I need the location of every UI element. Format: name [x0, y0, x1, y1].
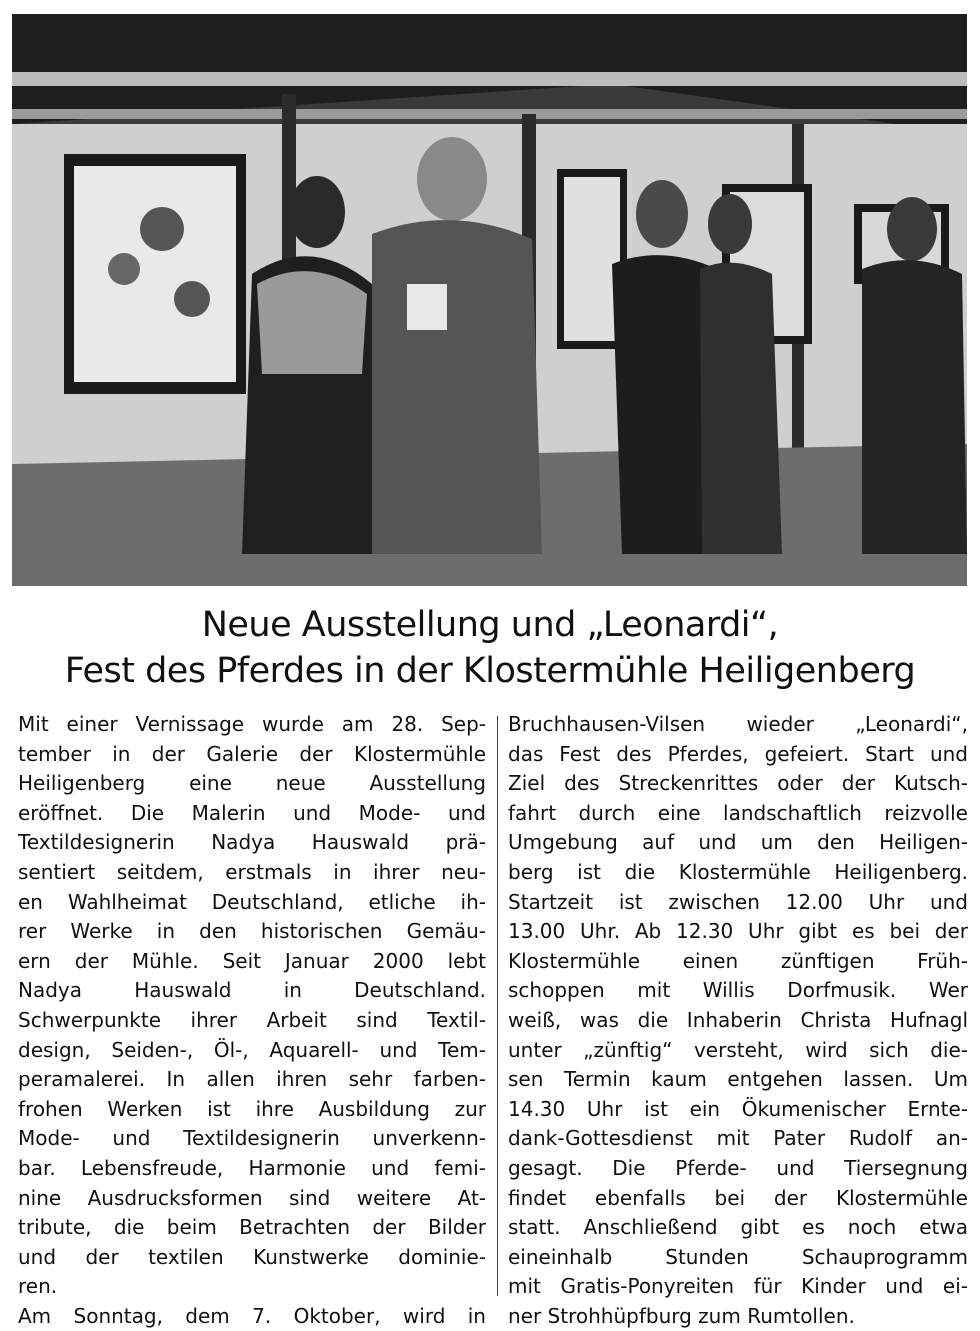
text-line: statt. Anschließend gibt es noch etwa — [508, 1215, 968, 1240]
text-line: ren. — [18, 1274, 58, 1299]
text-line: Klostermühle einen zünftigen Früh- — [508, 948, 968, 973]
text-line: Textildesignerin Nadya Hauswald prä- — [18, 830, 486, 855]
text-line: schoppen mit Willis Dorfmusik. Wer — [508, 978, 968, 1003]
text-line: sen Termin kaum entgehen lassen. Um — [508, 1067, 968, 1092]
text-line: rer Werke in den historischen Gemäu- — [18, 919, 486, 944]
text-line: Heiligenberg eine neue Ausstellung — [18, 771, 486, 796]
text-line: sentiert seitdem, erstmals in ihrer neu- — [18, 859, 486, 884]
text-line: Am Sonntag, dem 7. Oktober, wird in — [18, 1303, 486, 1328]
text-line: eineinhalb Stunden Schauprogramm — [508, 1244, 968, 1269]
text-line: Ziel des Streckenrittes oder der Kutsch- — [508, 771, 968, 796]
text-line: und der textilen Kunstwerke dominie- — [18, 1244, 486, 1269]
exhibition-photo — [12, 14, 967, 586]
text-line: unter „zünftig“ versteht, wird sich die- — [508, 1037, 968, 1062]
photo-illustration — [12, 14, 967, 586]
text-line: Startzeit ist zwischen 12.00 Uhr und — [508, 889, 968, 914]
text-line: design, Seiden-, Öl-, Aquarell- und Tem- — [18, 1037, 486, 1062]
text-line: en Wahlheimat Deutschland, etliche ih- — [18, 889, 486, 914]
text-line: ern der Mühle. Seit Januar 2000 lebt — [18, 948, 486, 973]
text-line: dank-Gottesdienst mit Pater Rudolf an- — [508, 1126, 968, 1151]
text-line: Umgebung auf und um den Heiligen- — [508, 830, 968, 855]
headline-line-2: Fest des Pferdes in der Klostermühle Heiligenberg — [64, 651, 916, 691]
text-line: das Fest des Pferdes, gefeiert. Start und — [508, 741, 968, 766]
text-line: bar. Lebensfreude, Harmonie und femi- — [18, 1155, 486, 1180]
text-line: Schwerpunkte ihrer Arbeit sind Textil- — [18, 1007, 486, 1032]
text-line: 14.30 Uhr ist ein Ökumenischer Ernte- — [508, 1096, 968, 1121]
text-line: frohen Werken ist ihre Ausbildung zur — [18, 1096, 486, 1121]
right-column — [508, 710, 968, 1331]
text-line: weiß, was die Inhaberin Christa Hufnagl — [508, 1007, 968, 1032]
text-line: tember in der Galerie der Klostermühle — [18, 741, 486, 766]
left-column — [18, 710, 486, 1331]
text-line: Mit einer Vernissage wurde am 28. Sep- — [18, 712, 486, 736]
column-divider — [497, 716, 498, 1296]
text-line: Bruchhausen-Vilsen wieder „Leonardi“, — [508, 712, 968, 736]
text-line: ner Strohhüpfburg zum Rumtollen. — [508, 1303, 855, 1328]
text-line: Mode- und Textildesignerin unverkenn- — [18, 1126, 486, 1151]
text-line: mit Gratis-Ponyreiten für Kinder und ei- — [508, 1274, 968, 1299]
text-line: nine Ausdrucksformen sind weitere At- — [18, 1185, 486, 1210]
text-line: Nadya Hauswald in Deutschland. — [18, 978, 486, 1003]
article-headline — [0, 602, 980, 694]
text-line: tribute, die beim Betrachten der Bilder — [18, 1215, 486, 1240]
text-line: gesagt. Die Pferde- und Tiersegnung — [508, 1155, 968, 1180]
text-line: findet ebenfalls bei der Klostermühle — [508, 1185, 968, 1210]
headline-line-1: Neue Ausstellung und „Leonardi“, — [201, 605, 779, 645]
text-line: peramalerei. In allen ihren sehr farben- — [18, 1067, 486, 1092]
text-line: fahrt durch eine landschaftlich reizvolle — [508, 800, 968, 825]
text-line: berg ist die Klostermühle Heiligenberg. — [508, 859, 968, 884]
text-line: eröffnet. Die Malerin und Mode- und — [18, 800, 486, 825]
text-line: 13.00 Uhr. Ab 12.30 Uhr gibt es bei der — [508, 919, 968, 944]
